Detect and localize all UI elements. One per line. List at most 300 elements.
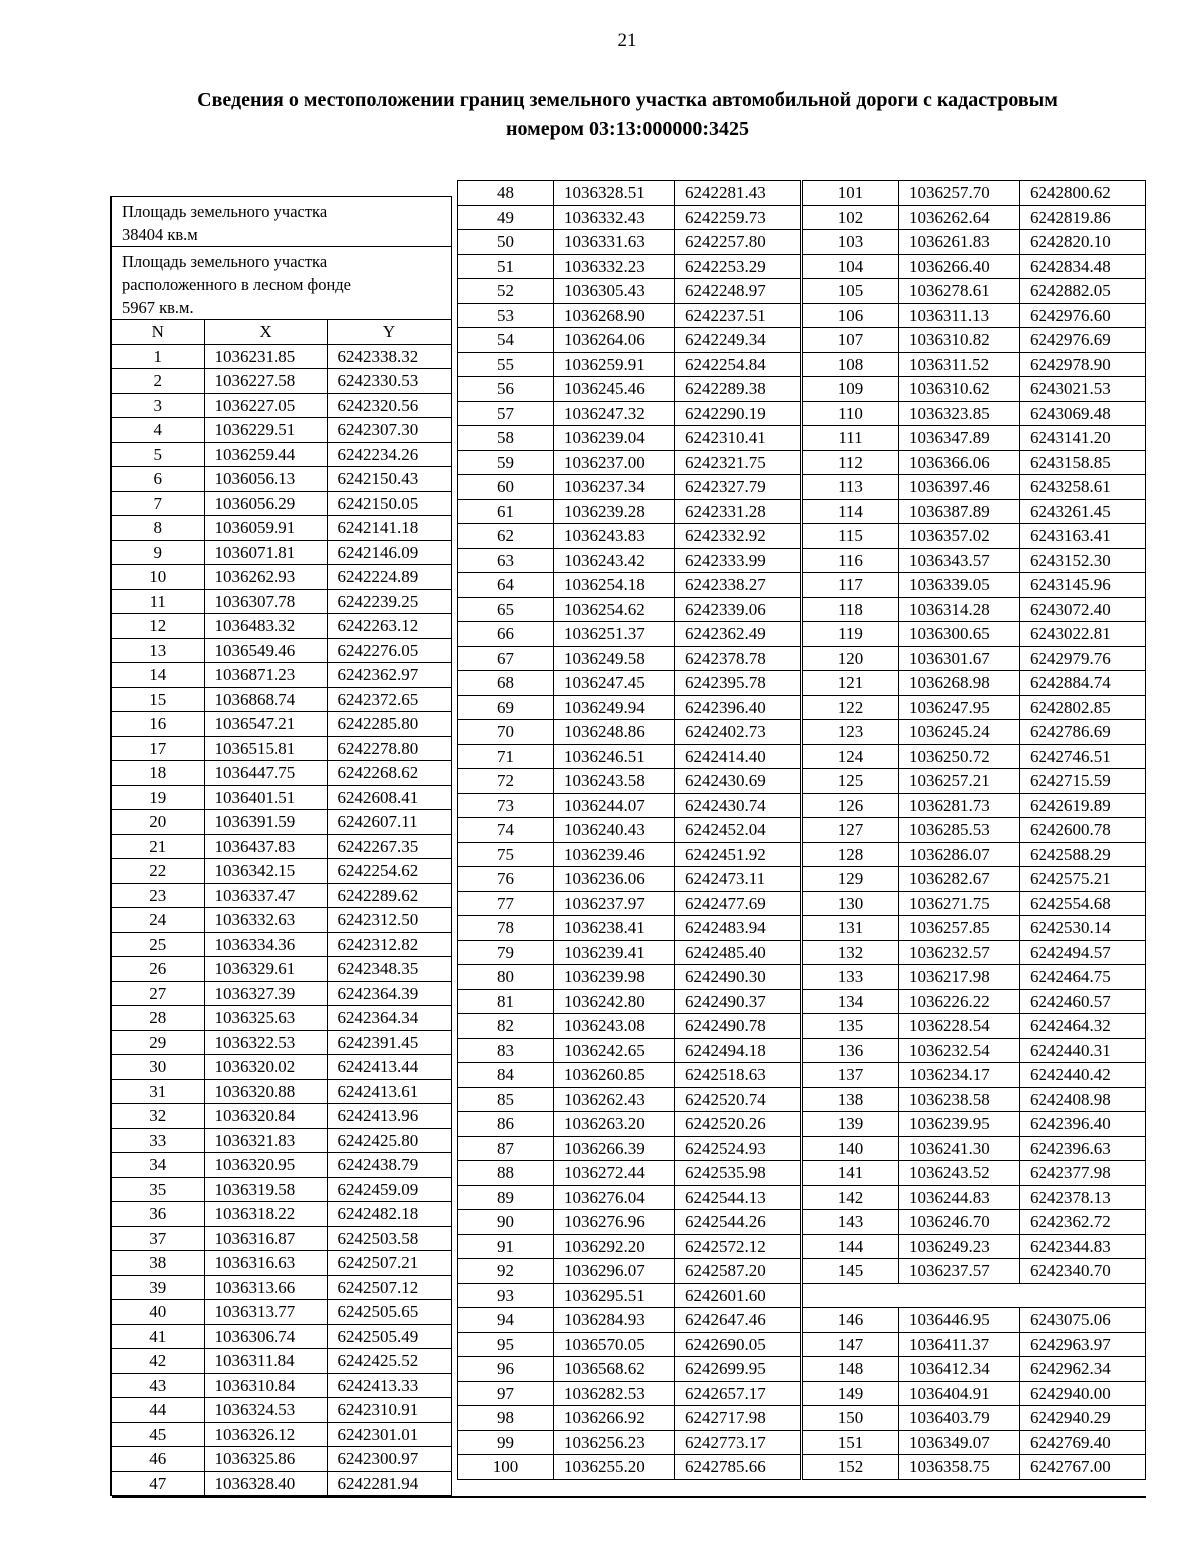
cell-y: 6242276.05 [327, 638, 451, 663]
table-row [803, 1112, 1146, 1137]
cell-x: 1036262.43 [554, 1087, 675, 1112]
cell-n: 19 [111, 785, 204, 810]
cell-n: 52 [458, 279, 554, 304]
cell-x: 1036259.91 [554, 352, 675, 377]
table-row [458, 622, 801, 647]
cell-y: 6242884.74 [1020, 671, 1146, 696]
cell-n: 61 [458, 499, 554, 524]
cell-n: 66 [458, 622, 554, 647]
cell-y: 6242490.78 [675, 1014, 801, 1039]
cell-x: 1036570.05 [554, 1332, 675, 1357]
cell-y: 6242882.05 [1020, 279, 1146, 304]
cell-n: 114 [803, 499, 899, 524]
cell-x: 1036313.66 [204, 1275, 327, 1300]
cell-y: 6242402.73 [675, 720, 801, 745]
cell-n: 54 [458, 328, 554, 353]
table-row [458, 328, 801, 353]
table-row [803, 597, 1146, 622]
cell-x: 1036332.63 [204, 908, 327, 933]
cell-n: 60 [458, 475, 554, 500]
cell-n: 140 [803, 1136, 899, 1161]
cell-y: 6242254.62 [327, 859, 451, 884]
forest-area-label: Площадь земельного участка расположенного в лесном фонде [122, 252, 352, 294]
cell-x: 1036247.32 [554, 401, 675, 426]
cell-n: 149 [803, 1381, 899, 1406]
cell-y: 6242330.53 [327, 369, 451, 394]
table-row [111, 908, 451, 933]
cell-x: 1036334.36 [204, 932, 327, 957]
cell-x: 1036342.15 [204, 859, 327, 884]
cell-x: 1036234.17 [899, 1063, 1020, 1088]
cell-y: 6242312.82 [327, 932, 451, 957]
cell-y: 6242473.11 [675, 867, 801, 892]
cell-y: 6242362.97 [327, 663, 451, 688]
cell-n: 82 [458, 1014, 554, 1039]
cell-x: 1036242.80 [554, 989, 675, 1014]
table-row [458, 1332, 801, 1357]
cell-n: 93 [458, 1283, 554, 1308]
table-row [111, 1398, 451, 1423]
cell-n: 23 [111, 883, 204, 908]
cell-n: 128 [803, 842, 899, 867]
cell-n: 139 [803, 1112, 899, 1137]
cell-x: 1036515.81 [204, 736, 327, 761]
cell-n: 69 [458, 695, 554, 720]
table-row [458, 573, 801, 598]
title-line-2: номером 03:13:000000:3425 [506, 118, 749, 140]
cell-n: 101 [803, 181, 899, 206]
table-row [803, 671, 1146, 696]
cell-y: 6242769.40 [1020, 1430, 1146, 1455]
cell-x: 1036276.04 [554, 1185, 675, 1210]
cell-x: 1036358.75 [899, 1455, 1020, 1480]
cell-y: 6242438.79 [327, 1153, 451, 1178]
cell-n: 74 [458, 818, 554, 843]
table-row [111, 957, 451, 982]
table-row [458, 744, 801, 769]
cell-y: 6242785.66 [675, 1455, 801, 1480]
table-row [803, 1430, 1146, 1455]
table-row [803, 940, 1146, 965]
table-row [458, 1136, 801, 1161]
cell-n: 62 [458, 524, 554, 549]
cell-n: 120 [803, 646, 899, 671]
table-row [458, 1161, 801, 1186]
cell-x: 1036278.61 [899, 279, 1020, 304]
table-row [803, 524, 1146, 549]
cell-y: 6242263.12 [327, 614, 451, 639]
cell-n: 133 [803, 965, 899, 990]
cell-n: 35 [111, 1177, 204, 1202]
cell-n: 1 [111, 344, 204, 369]
cell-y: 6242339.06 [675, 597, 801, 622]
table-row [111, 1104, 451, 1129]
table-row [803, 1357, 1146, 1382]
cell-y: 6242414.40 [675, 744, 801, 769]
cell-y: 6242834.48 [1020, 254, 1146, 279]
cell-n: 34 [111, 1153, 204, 1178]
cell-y: 6242141.18 [327, 516, 451, 541]
cell-y: 6242249.34 [675, 328, 801, 353]
table-row [803, 916, 1146, 941]
title-line-1: Сведения о местоположении границ земельного участка автомобильной дороги с кадастровым [197, 89, 1058, 111]
cell-n: 33 [111, 1128, 204, 1153]
cell-n: 26 [111, 957, 204, 982]
cell-x: 1036247.45 [554, 671, 675, 696]
cell-y: 6242289.62 [327, 883, 451, 908]
cell-x: 1036483.32 [204, 614, 327, 639]
table-row [803, 891, 1146, 916]
cell-n: 95 [458, 1332, 554, 1357]
table-row [458, 769, 801, 794]
cell-x: 1036301.67 [899, 646, 1020, 671]
table-row [803, 254, 1146, 279]
cell-x: 1036249.23 [899, 1234, 1020, 1259]
cell-x: 1036547.21 [204, 712, 327, 737]
table-row [803, 1185, 1146, 1210]
table-row [458, 1406, 801, 1431]
cell-n: 28 [111, 1006, 204, 1031]
cell-n: 29 [111, 1030, 204, 1055]
table-row [458, 401, 801, 426]
table-row [111, 393, 451, 418]
cell-y: 6242396.40 [1020, 1112, 1146, 1137]
cell-x: 1036296.07 [554, 1259, 675, 1284]
table-row [803, 401, 1146, 426]
cell-n: 14 [111, 663, 204, 688]
cell-y: 6243022.81 [1020, 622, 1146, 647]
table-row [803, 989, 1146, 1014]
cell-y: 6242460.57 [1020, 989, 1146, 1014]
cell-y: 6242348.35 [327, 957, 451, 982]
cell-y: 6243261.45 [1020, 499, 1146, 524]
cell-x: 1036404.91 [899, 1381, 1020, 1406]
table-row [458, 1063, 801, 1088]
cell-n: 102 [803, 205, 899, 230]
cell-n: 119 [803, 622, 899, 647]
cell-n: 112 [803, 450, 899, 475]
cell-y: 6242554.68 [1020, 891, 1146, 916]
cell-n: 7 [111, 491, 204, 516]
cell-n: 11 [111, 589, 204, 614]
cell-x: 1036387.89 [899, 499, 1020, 524]
bottom-rule [112, 1496, 1146, 1498]
cell-n: 13 [111, 638, 204, 663]
cell-x: 1036271.75 [899, 891, 1020, 916]
cell-x: 1036243.08 [554, 1014, 675, 1039]
cell-y: 6242518.63 [675, 1063, 801, 1088]
table-row [111, 932, 451, 957]
cell-n: 45 [111, 1422, 204, 1447]
cell-n: 6 [111, 467, 204, 492]
table-row [111, 883, 451, 908]
table-row [458, 279, 801, 304]
cell-x: 1036239.41 [554, 940, 675, 965]
table-row [111, 687, 451, 712]
cell-n: 127 [803, 818, 899, 843]
cell-n: 98 [458, 1406, 554, 1431]
cell-x: 1036249.58 [554, 646, 675, 671]
cell-x: 1036239.95 [899, 1112, 1020, 1137]
cell-x: 1036262.93 [204, 565, 327, 590]
cell-y: 6242408.98 [1020, 1087, 1146, 1112]
cell-x: 1036239.46 [554, 842, 675, 867]
cell-y: 6242391.45 [327, 1030, 451, 1055]
table-row [458, 597, 801, 622]
cell-x: 1036243.42 [554, 548, 675, 573]
cell-x: 1036238.41 [554, 916, 675, 941]
cell-y: 6242332.92 [675, 524, 801, 549]
table-row [111, 712, 451, 737]
table-row [803, 328, 1146, 353]
page-number: 21 [617, 30, 637, 51]
cell-y: 6242413.96 [327, 1104, 451, 1129]
cell-y: 6242976.69 [1020, 328, 1146, 353]
cell-y: 6242331.28 [675, 499, 801, 524]
table-row [803, 181, 1146, 206]
cell-y: 6242978.90 [1020, 352, 1146, 377]
cell-n: 147 [803, 1332, 899, 1357]
cell-x: 1036247.95 [899, 695, 1020, 720]
cell-n: 67 [458, 646, 554, 671]
cell-y: 6242430.69 [675, 769, 801, 794]
forest-area-value: 5967 кв.м. [122, 298, 194, 317]
cell-x: 1036276.96 [554, 1210, 675, 1235]
cell-y: 6242254.84 [675, 352, 801, 377]
cell-y: 6242301.01 [327, 1422, 451, 1447]
area-value: 38404 кв.м [122, 225, 198, 244]
table-row [803, 695, 1146, 720]
cell-y: 6242819.86 [1020, 205, 1146, 230]
cell-x: 1036412.34 [899, 1357, 1020, 1382]
cell-x: 1036256.23 [554, 1430, 675, 1455]
cell-n: 50 [458, 230, 554, 255]
cell-y: 6242544.13 [675, 1185, 801, 1210]
cell-x: 1036268.98 [899, 671, 1020, 696]
cell-y: 6243021.53 [1020, 377, 1146, 402]
cell-y: 6242430.74 [675, 793, 801, 818]
table-row [458, 450, 801, 475]
cell-n: 111 [803, 426, 899, 451]
cell-x: 1036357.02 [899, 524, 1020, 549]
table-row [458, 1234, 801, 1259]
cell-y: 6242364.39 [327, 981, 451, 1006]
cell-y: 6242278.80 [327, 736, 451, 761]
table-row [803, 1063, 1146, 1088]
cell-y: 6242572.12 [675, 1234, 801, 1259]
cell-x: 1036236.06 [554, 867, 675, 892]
cell-n: 87 [458, 1136, 554, 1161]
table-row [803, 303, 1146, 328]
cell-y: 6242396.63 [1020, 1136, 1146, 1161]
cell-n: 40 [111, 1300, 204, 1325]
cell-y: 6242281.94 [327, 1471, 451, 1496]
cell-n: 132 [803, 940, 899, 965]
cell-x: 1036300.65 [899, 622, 1020, 647]
cell-x: 1036447.75 [204, 761, 327, 786]
cell-y: 6242619.89 [1020, 793, 1146, 818]
table-row [803, 842, 1146, 867]
cell-y: 6242396.40 [675, 695, 801, 720]
cell-n: 37 [111, 1226, 204, 1251]
cell-y: 6242310.41 [675, 426, 801, 451]
cell-y: 6242234.26 [327, 442, 451, 467]
cell-n: 150 [803, 1406, 899, 1431]
table-row [111, 589, 451, 614]
cell-n: 73 [458, 793, 554, 818]
cell-x: 1036349.07 [899, 1430, 1020, 1455]
cell-n: 99 [458, 1430, 554, 1455]
cell-x: 1036257.70 [899, 181, 1020, 206]
cell-x: 1036259.44 [204, 442, 327, 467]
cell-x: 1036071.81 [204, 540, 327, 565]
cell-n: 65 [458, 597, 554, 622]
table-row [803, 867, 1146, 892]
table-row [803, 965, 1146, 990]
table-header-row [111, 320, 451, 345]
cell-y: 6242962.34 [1020, 1357, 1146, 1382]
cell-n: 90 [458, 1210, 554, 1235]
cell-x: 1036318.22 [204, 1202, 327, 1227]
table-row [111, 663, 451, 688]
cell-x: 1036228.54 [899, 1014, 1020, 1039]
cell-y: 6242150.05 [327, 491, 451, 516]
cell-x: 1036217.98 [899, 965, 1020, 990]
table-row [803, 573, 1146, 598]
table-row [803, 230, 1146, 255]
cell-n: 108 [803, 352, 899, 377]
table-row [803, 205, 1146, 230]
cell-n: 152 [803, 1455, 899, 1480]
cell-y: 6242378.13 [1020, 1185, 1146, 1210]
cell-y: 6242338.32 [327, 344, 451, 369]
cell-x: 1036262.64 [899, 205, 1020, 230]
table-row [458, 1038, 801, 1063]
cell-y: 6242413.33 [327, 1373, 451, 1398]
cell-n: 53 [458, 303, 554, 328]
cell-n: 31 [111, 1079, 204, 1104]
cell-x: 1036332.43 [554, 205, 675, 230]
cell-n: 96 [458, 1357, 554, 1382]
cell-y: 6242940.00 [1020, 1381, 1146, 1406]
cell-x: 1036282.53 [554, 1381, 675, 1406]
table-row [458, 524, 801, 549]
table-row [458, 695, 801, 720]
cell-n: 18 [111, 761, 204, 786]
cell-y: 6242307.30 [327, 418, 451, 443]
cell-x: 1036328.51 [554, 181, 675, 206]
cell-n: 5 [111, 442, 204, 467]
cell-y: 6242505.65 [327, 1300, 451, 1325]
table-row [111, 369, 451, 394]
cell-n: 71 [458, 744, 554, 769]
table-row [803, 279, 1146, 304]
cell-n: 92 [458, 1259, 554, 1284]
cell-y: 6242477.69 [675, 891, 801, 916]
cell-n: 9 [111, 540, 204, 565]
cell-n: 75 [458, 842, 554, 867]
cell-x: 1036244.83 [899, 1185, 1020, 1210]
table-row [111, 1006, 451, 1031]
cell-y: 6242601.60 [675, 1283, 801, 1308]
coordinates-table-2 [457, 180, 801, 1480]
cell-n: 72 [458, 769, 554, 794]
table-row [803, 1455, 1146, 1480]
cell-y: 6242786.69 [1020, 720, 1146, 745]
cell-x: 1036254.18 [554, 573, 675, 598]
cell-y: 6242459.09 [327, 1177, 451, 1202]
cell-n: 39 [111, 1275, 204, 1300]
cell-x: 1036311.13 [899, 303, 1020, 328]
cell-n: 43 [111, 1373, 204, 1398]
cell-n: 126 [803, 793, 899, 818]
cell-n: 94 [458, 1308, 554, 1333]
cell-y: 6242440.42 [1020, 1063, 1146, 1088]
cell-n: 100 [458, 1455, 554, 1480]
table-row [111, 614, 451, 639]
cell-x: 1036243.52 [899, 1161, 1020, 1186]
cell-x: 1036248.86 [554, 720, 675, 745]
forest-area-cell [111, 247, 451, 320]
cell-x: 1036568.62 [554, 1357, 675, 1382]
table-row [111, 491, 451, 516]
cell-y: 6242425.52 [327, 1349, 451, 1374]
cell-x: 1036325.86 [204, 1447, 327, 1472]
cell-x: 1036246.51 [554, 744, 675, 769]
area-cell [111, 197, 451, 247]
cell-x: 1036268.90 [554, 303, 675, 328]
cell-n: 124 [803, 744, 899, 769]
cell-y: 6242259.73 [675, 205, 801, 230]
cell-x: 1036316.63 [204, 1251, 327, 1276]
table-row [803, 1332, 1146, 1357]
cell-x: 1036437.83 [204, 834, 327, 859]
table-row [803, 1014, 1146, 1039]
table-row [803, 622, 1146, 647]
table-row [458, 352, 801, 377]
cell-y: 6242464.32 [1020, 1014, 1146, 1039]
table-row [111, 540, 451, 565]
cell-n: 136 [803, 1038, 899, 1063]
table-row [111, 516, 451, 541]
cell-y: 6242289.38 [675, 377, 801, 402]
table-row [111, 1226, 451, 1251]
cell-y: 6242507.12 [327, 1275, 451, 1300]
table-row [803, 769, 1146, 794]
cell-y: 6243158.85 [1020, 450, 1146, 475]
cell-y: 6242237.51 [675, 303, 801, 328]
table-row [111, 1251, 451, 1276]
cell-x: 1036286.07 [899, 842, 1020, 867]
table-row [803, 1210, 1146, 1235]
cell-n: 141 [803, 1161, 899, 1186]
table-row [111, 1177, 451, 1202]
cell-n: 70 [458, 720, 554, 745]
cell-n: 22 [111, 859, 204, 884]
cell-n: 4 [111, 418, 204, 443]
cell-x: 1036266.40 [899, 254, 1020, 279]
table-row [458, 254, 801, 279]
coordinates-table-1 [110, 196, 452, 1496]
cell-n: 113 [803, 475, 899, 500]
table-row [458, 1308, 801, 1333]
cell-y: 6242268.62 [327, 761, 451, 786]
cell-y: 6242248.97 [675, 279, 801, 304]
document-title [100, 86, 1155, 144]
cell-x: 1036240.43 [554, 818, 675, 843]
cell-y: 6243163.41 [1020, 524, 1146, 549]
cell-y: 6243152.30 [1020, 548, 1146, 573]
